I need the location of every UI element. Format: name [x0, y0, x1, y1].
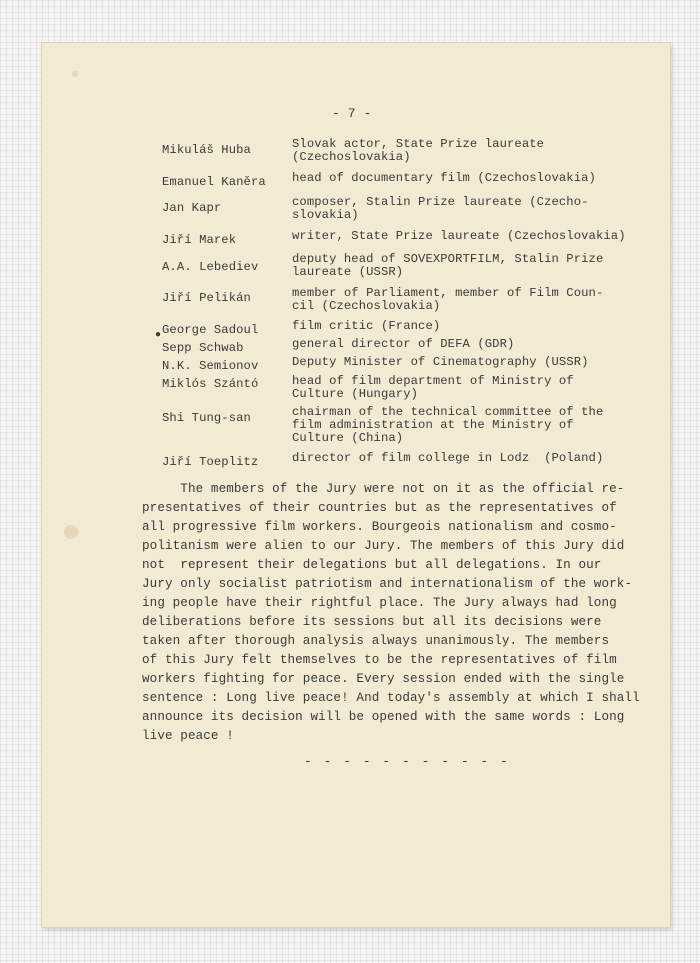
paragraph-line: ing people have their rightful place. The Jury always had long	[142, 596, 617, 610]
jury-member-name: George Sadoul	[162, 323, 259, 337]
jury-member-name: Sepp Schwab	[162, 341, 244, 355]
jury-member-desc: cil (Czechoslovakia)	[292, 299, 441, 313]
jury-member-desc: Culture (China)	[292, 431, 404, 445]
paragraph-line: politanism were alien to our Jury. The members of this Jury did	[142, 539, 625, 553]
paragraph-line: taken after thorough analysis always unanimously. The members	[142, 634, 610, 648]
paragraph-line: not represent their delegations but all delegations. In our	[142, 558, 602, 572]
paragraph-line: The members of the Jury were not on it as the official re-	[142, 482, 625, 496]
jury-member-desc: Deputy Minister of Cinematography (USSR)	[292, 355, 589, 369]
paragraph-line: all progressive film workers. Bourgeois nationalism and cosmo-	[142, 520, 617, 534]
paper-stain	[72, 71, 78, 77]
jury-member-desc: writer, State Prize laureate (Czechoslovakia)	[292, 229, 626, 243]
page-number: - 7 -	[332, 106, 372, 121]
jury-member-desc: head of documentary film (Czechoslovakia)	[292, 171, 596, 185]
jury-member-desc: deputy head of SOVEXPORTFILM, Stalin Prize	[292, 252, 604, 266]
jury-member-name: Jan Kapr	[162, 201, 222, 215]
jury-member-name: Emanuel Kaněra	[162, 175, 266, 189]
jury-member-desc: slovakia)	[292, 208, 359, 222]
jury-member-name: A.A. Lebediev	[162, 260, 259, 274]
document-page	[42, 43, 670, 927]
jury-member-name: Jiří Pelikán	[162, 291, 251, 305]
jury-member-name: N.K. Semionov	[162, 359, 259, 373]
jury-member-name: Jiří Toeplitz	[162, 455, 259, 469]
jury-member-desc: (Czechoslovakia)	[292, 150, 411, 164]
paragraph-line: announce its decision will be opened with the same words : Long	[142, 710, 625, 724]
jury-member-name: Miklós Szántó	[162, 377, 259, 391]
jury-member-desc: film critic (France)	[292, 319, 441, 333]
jury-member-desc: member of Parliament, member of Film Coun-	[292, 286, 604, 300]
paragraph-line: sentence : Long live peace! And today's assembly at which I shall	[142, 691, 640, 705]
jury-member-desc: film administration at the Ministry of	[292, 418, 574, 432]
jury-member-desc: laureate (USSR)	[292, 265, 404, 279]
paragraph-line: presentatives of their countries but as the representatives of	[142, 501, 617, 515]
jury-member-name: Shi Tung-san	[162, 411, 251, 425]
jury-member-desc: Culture (Hungary)	[292, 387, 419, 401]
jury-member-desc: chairman of the technical committee of the	[292, 405, 604, 419]
paragraph-line: Jury only socialist patriotism and internationalism of the work-	[142, 577, 633, 591]
jury-member-desc: composer, Stalin Prize laureate (Czecho-	[292, 195, 589, 209]
jury-member-desc: head of film department of Ministry of	[292, 374, 574, 388]
section-divider: - - - - - - - - - - -	[304, 754, 510, 769]
paragraph-line: workers fighting for peace. Every session ended with the single	[142, 672, 625, 686]
jury-member-desc: director of film college in Lodz (Poland)	[292, 451, 604, 465]
paragraph-line: of this Jury felt themselves to be the representatives of film	[142, 653, 617, 667]
jury-member-name: Mikuláš Huba	[162, 143, 251, 157]
jury-member-name: Jiří Marek	[162, 233, 237, 247]
bullet-mark: ●	[155, 330, 162, 341]
paragraph-line: live peace !	[142, 729, 234, 743]
jury-member-desc: general director of DEFA (GDR)	[292, 337, 515, 351]
jury-member-desc: Slovak actor, State Prize laureate	[292, 137, 545, 151]
paragraph-line: deliberations before its sessions but all its decisions were	[142, 615, 602, 629]
paper-stain	[64, 525, 78, 539]
